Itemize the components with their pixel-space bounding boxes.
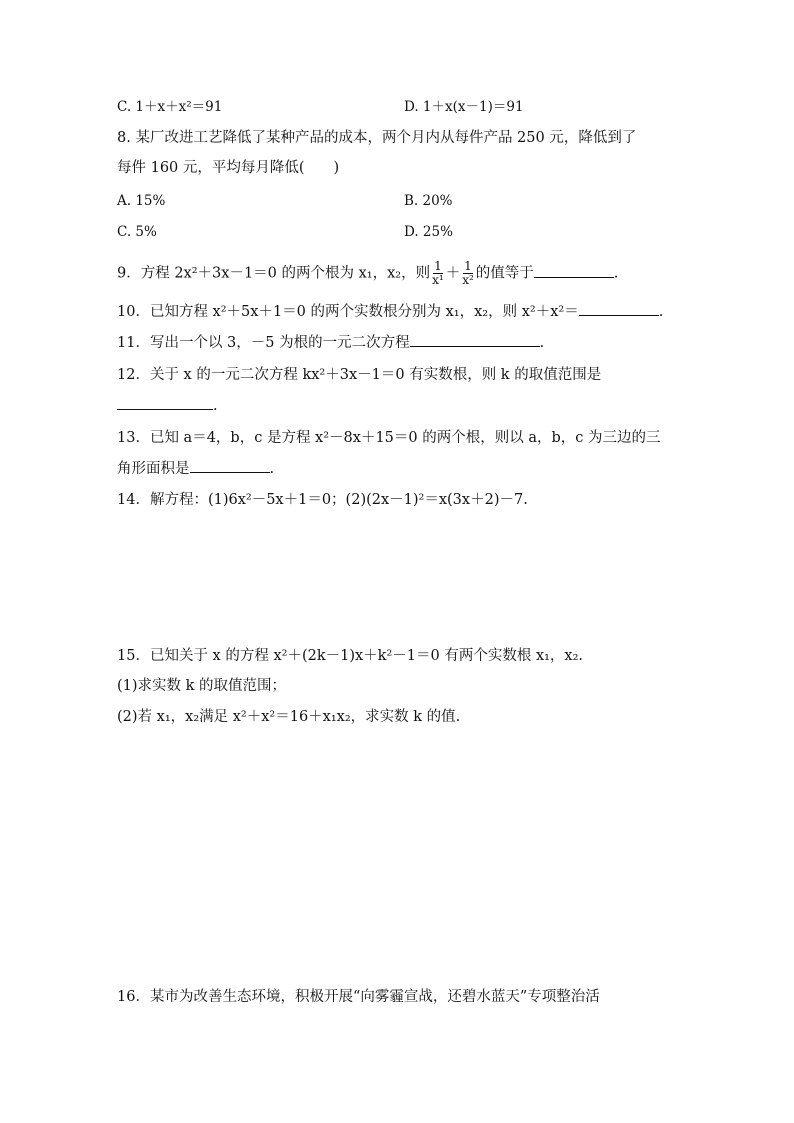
q8-option-a: A. 15% [117,193,166,209]
q13-line2 [117,458,274,480]
q13-text2: 角形面积是 [117,461,190,477]
q12-line2 [117,395,218,417]
q9-prefix: 9．方程 2x²＋3x－1＝0 的两个根为 x₁，x₂，则 [117,265,431,282]
q13-line1: 13．已知 a＝4，b，c 是方程 x²－8x＋15＝0 的两个根，则以 a，b，c 为三边的三 [117,430,661,446]
q9-plus: ＋ [445,265,461,282]
q9-suffix: 的值等于 [475,265,534,282]
q10-line [117,301,663,323]
q8-line2: 每件 160 元，平均每月降低( ) [117,160,340,176]
q9-frac2-den: x² [462,273,474,287]
q13-end: . [269,461,275,477]
q10-answer-blank[interactable] [579,301,659,316]
q11-text: 11．写出一个以 3，－5 为根的一元二次方程 [117,335,410,351]
q9-frac1-den: x¹ [432,273,444,287]
q15-line1: 15．已知关于 x 的方程 x²＋(2k－1)x＋k²－1＝0 有两个实数根 x₁，x₂. [117,648,584,664]
q9-end: . [613,265,619,282]
q9-frac1-num: 1 [434,259,442,273]
q10-text: 10．已知方程 x²＋5x＋1＝0 的两个实数根分别为 x₁，x₂，则 x²＋x²＝ [117,304,579,320]
q11-answer-blank[interactable] [410,332,540,347]
q15-line3: (2)若 x₁，x₂满足 x²＋x²＝16＋x₁x₂，求实数 k 的值. [117,709,461,725]
q8-option-d: D. 25% [404,224,453,240]
q9-line [117,260,618,287]
q9-fraction-2 [461,260,475,287]
q13-answer-blank[interactable] [190,458,270,473]
q8-option-b: B. 20% [404,193,453,209]
q9-fraction-1 [431,260,445,287]
q11-line [117,332,544,354]
q14-line: 14．解方程：(1)6x²－5x＋1＝0；(2)(2x－1)²＝x(3x＋2)－7. [117,492,528,508]
q9-answer-blank[interactable] [534,263,614,278]
q8-line1: 8. 某厂改进工艺降低了某种产品的成本，两个月内从每件产品 250 元，降低到了 [117,130,637,146]
q9-frac2-num: 1 [464,259,472,273]
q7-option-d: D. 1＋x(x－1)＝91 [404,99,524,115]
q12-end: . [213,398,218,414]
q16-line1: 16．某市为改善生态环境，积极开展“向雾霾宣战，还碧水蓝天”专项整治活 [117,989,600,1005]
q12-line1: 12．关于 x 的一元二次方程 kx²＋3x－1＝0 有实数根，则 k 的取值范围是 [117,367,602,383]
q11-end: . [539,335,545,351]
q15-line2: (1)求实数 k 的取值范围； [117,678,287,694]
q7-option-c: C. 1＋x＋x²＝91 [117,99,223,115]
q8-option-c: C. 5% [117,224,157,240]
q10-end: . [658,304,664,320]
q12-answer-blank[interactable] [117,395,213,410]
